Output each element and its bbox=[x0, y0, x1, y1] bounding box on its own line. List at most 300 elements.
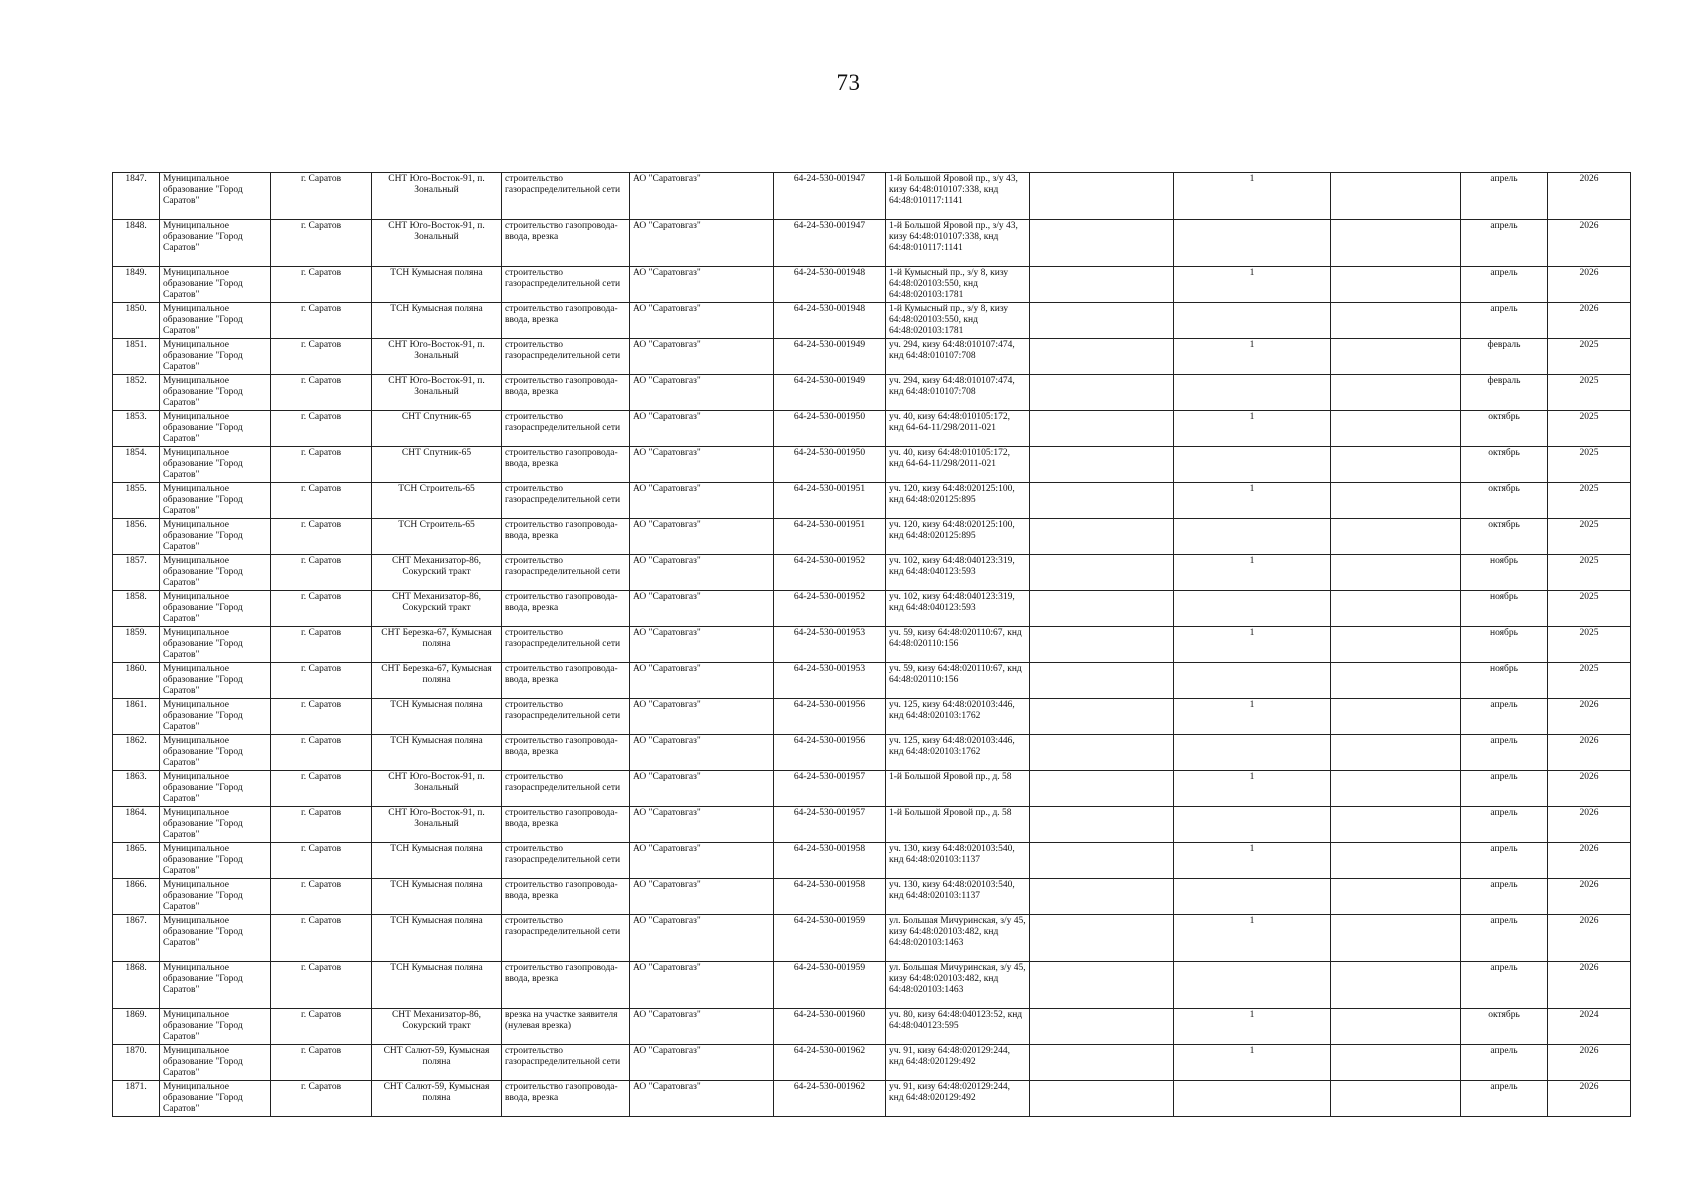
year-cell: 2025 bbox=[1548, 483, 1631, 519]
count-cell: 1 bbox=[1174, 173, 1331, 220]
registration-number-cell: 64-24-530-001962 bbox=[774, 1081, 886, 1117]
empty-cell bbox=[1331, 735, 1461, 771]
address-cell: уч. 120, кизу 64:48:020125:100, кнд 64:48:020125:895 bbox=[886, 519, 1030, 555]
table-row bbox=[113, 663, 1631, 699]
organization-cell: АО "Саратовгаз" bbox=[630, 771, 774, 807]
municipality-cell: Муниципальное образование "Город Саратов" bbox=[160, 1009, 271, 1045]
empty-cell bbox=[1331, 267, 1461, 303]
empty-cell bbox=[1030, 627, 1174, 663]
work-type-cell: строительство газораспределительной сети bbox=[502, 173, 630, 220]
empty-cell bbox=[1030, 663, 1174, 699]
count-cell bbox=[1174, 663, 1331, 699]
city-cell: г. Саратов bbox=[271, 1009, 372, 1045]
settlement-cell: ТСН Кумысная поляна bbox=[372, 843, 502, 879]
work-type-cell: строительство газораспределительной сети bbox=[502, 555, 630, 591]
table-row bbox=[113, 411, 1631, 447]
settlement-cell: ТСН Кумысная поляна bbox=[372, 879, 502, 915]
registration-number-cell: 64-24-530-001958 bbox=[774, 879, 886, 915]
work-type-cell: строительство газопровода-ввода, врезка bbox=[502, 519, 630, 555]
organization-cell: АО "Саратовгаз" bbox=[630, 627, 774, 663]
registration-number-cell: 64-24-530-001956 bbox=[774, 699, 886, 735]
municipality-cell: Муниципальное образование "Город Саратов" bbox=[160, 303, 271, 339]
city-cell: г. Саратов bbox=[271, 220, 372, 267]
row-number-cell: 1850. bbox=[113, 303, 160, 339]
city-cell: г. Саратов bbox=[271, 1045, 372, 1081]
city-cell: г. Саратов bbox=[271, 735, 372, 771]
empty-cell bbox=[1331, 1045, 1461, 1081]
table-row bbox=[113, 962, 1631, 1009]
count-cell: 1 bbox=[1174, 915, 1331, 962]
row-number-cell: 1867. bbox=[113, 915, 160, 962]
municipality-cell: Муниципальное образование "Город Саратов" bbox=[160, 339, 271, 375]
table-row bbox=[113, 1009, 1631, 1045]
organization-cell: АО "Саратовгаз" bbox=[630, 555, 774, 591]
table-row bbox=[113, 339, 1631, 375]
count-cell: 1 bbox=[1174, 1009, 1331, 1045]
settlement-cell: ТСН Кумысная поляна bbox=[372, 915, 502, 962]
table-row bbox=[113, 771, 1631, 807]
settlement-cell: СНТ Механизатор-86, Сокурский тракт bbox=[372, 591, 502, 627]
settlement-cell: СНТ Салют-59, Кумысная поляна bbox=[372, 1045, 502, 1081]
organization-cell: АО "Саратовгаз" bbox=[630, 1081, 774, 1117]
row-number-cell: 1851. bbox=[113, 339, 160, 375]
municipality-cell: Муниципальное образование "Город Саратов" bbox=[160, 807, 271, 843]
settlement-cell: СНТ Спутник-65 bbox=[372, 447, 502, 483]
organization-cell: АО "Саратовгаз" bbox=[630, 962, 774, 1009]
work-type-cell: строительство газопровода-ввода, врезка bbox=[502, 220, 630, 267]
row-number-cell: 1865. bbox=[113, 843, 160, 879]
empty-cell bbox=[1030, 962, 1174, 1009]
row-number-cell: 1855. bbox=[113, 483, 160, 519]
month-cell: апрель bbox=[1461, 1081, 1548, 1117]
address-cell: ул. Большая Мичуринская, з/у 45, кизу 64:48:020103:482, кнд 64:48:020103:1463 bbox=[886, 962, 1030, 1009]
month-cell: ноябрь bbox=[1461, 591, 1548, 627]
month-cell: апрель bbox=[1461, 220, 1548, 267]
table-row bbox=[113, 591, 1631, 627]
year-cell: 2026 bbox=[1548, 1045, 1631, 1081]
empty-cell bbox=[1030, 771, 1174, 807]
month-cell: апрель bbox=[1461, 879, 1548, 915]
municipality-cell: Муниципальное образование "Город Саратов" bbox=[160, 843, 271, 879]
month-cell: ноябрь bbox=[1461, 663, 1548, 699]
work-type-cell: строительство газопровода-ввода, врезка bbox=[502, 962, 630, 1009]
empty-cell bbox=[1030, 699, 1174, 735]
municipality-cell: Муниципальное образование "Город Саратов" bbox=[160, 411, 271, 447]
row-number-cell: 1868. bbox=[113, 962, 160, 1009]
empty-cell bbox=[1331, 220, 1461, 267]
registration-number-cell: 64-24-530-001959 bbox=[774, 962, 886, 1009]
city-cell: г. Саратов bbox=[271, 483, 372, 519]
organization-cell: АО "Саратовгаз" bbox=[630, 411, 774, 447]
empty-cell bbox=[1331, 339, 1461, 375]
organization-cell: АО "Саратовгаз" bbox=[630, 591, 774, 627]
registration-number-cell: 64-24-530-001956 bbox=[774, 735, 886, 771]
count-cell bbox=[1174, 220, 1331, 267]
organization-cell: АО "Саратовгаз" bbox=[630, 267, 774, 303]
row-number-cell: 1863. bbox=[113, 771, 160, 807]
year-cell: 2026 bbox=[1548, 915, 1631, 962]
organization-cell: АО "Саратовгаз" bbox=[630, 447, 774, 483]
empty-cell bbox=[1331, 962, 1461, 1009]
address-cell: уч. 102, кизу 64:48:040123:319, кнд 64:48:040123:593 bbox=[886, 555, 1030, 591]
month-cell: апрель bbox=[1461, 843, 1548, 879]
address-cell: 1-й Большой Яровой пр., д. 58 bbox=[886, 771, 1030, 807]
year-cell: 2025 bbox=[1548, 627, 1631, 663]
table-row bbox=[113, 843, 1631, 879]
table-row bbox=[113, 807, 1631, 843]
count-cell: 1 bbox=[1174, 627, 1331, 663]
empty-cell bbox=[1030, 807, 1174, 843]
year-cell: 2025 bbox=[1548, 375, 1631, 411]
registration-number-cell: 64-24-530-001949 bbox=[774, 339, 886, 375]
settlement-cell: ТСН Строитель-65 bbox=[372, 519, 502, 555]
city-cell: г. Саратов bbox=[271, 962, 372, 1009]
empty-cell bbox=[1331, 699, 1461, 735]
municipality-cell: Муниципальное образование "Город Саратов" bbox=[160, 1045, 271, 1081]
empty-cell bbox=[1030, 1081, 1174, 1117]
municipality-cell: Муниципальное образование "Город Саратов" bbox=[160, 879, 271, 915]
registration-number-cell: 64-24-530-001959 bbox=[774, 915, 886, 962]
address-cell: уч. 102, кизу 64:48:040123:319, кнд 64:48:040123:593 bbox=[886, 591, 1030, 627]
count-cell bbox=[1174, 1081, 1331, 1117]
city-cell: г. Саратов bbox=[271, 411, 372, 447]
work-type-cell: строительство газораспределительной сети bbox=[502, 771, 630, 807]
page-number: 73 bbox=[836, 70, 861, 95]
year-cell: 2026 bbox=[1548, 173, 1631, 220]
municipality-cell: Муниципальное образование "Город Саратов" bbox=[160, 771, 271, 807]
city-cell: г. Саратов bbox=[271, 267, 372, 303]
organization-cell: АО "Саратовгаз" bbox=[630, 519, 774, 555]
count-cell: 1 bbox=[1174, 771, 1331, 807]
settlement-cell: ТСН Кумысная поляна bbox=[372, 962, 502, 1009]
row-number-cell: 1856. bbox=[113, 519, 160, 555]
address-cell: 1-й Кумысный пр., з/у 8, кизу 64:48:020103:550, кнд 64:48:020103:1781 bbox=[886, 303, 1030, 339]
row-number-cell: 1859. bbox=[113, 627, 160, 663]
registration-number-cell: 64-24-530-001953 bbox=[774, 663, 886, 699]
address-cell: уч. 91, кизу 64:48:020129:244, кнд 64:48:020129:492 bbox=[886, 1081, 1030, 1117]
settlement-cell: СНТ Спутник-65 bbox=[372, 411, 502, 447]
count-cell: 1 bbox=[1174, 411, 1331, 447]
count-cell: 1 bbox=[1174, 267, 1331, 303]
address-cell: уч. 130, кизу 64:48:020103:540, кнд 64:48:020103:1137 bbox=[886, 879, 1030, 915]
empty-cell bbox=[1030, 843, 1174, 879]
table-row bbox=[113, 483, 1631, 519]
work-type-cell: строительство газопровода-ввода, врезка bbox=[502, 807, 630, 843]
row-number-cell: 1860. bbox=[113, 663, 160, 699]
table-row bbox=[113, 555, 1631, 591]
month-cell: октябрь bbox=[1461, 1009, 1548, 1045]
year-cell: 2025 bbox=[1548, 663, 1631, 699]
work-type-cell: строительство газопровода-ввода, врезка bbox=[502, 375, 630, 411]
month-cell: октябрь bbox=[1461, 483, 1548, 519]
address-cell: уч. 91, кизу 64:48:020129:244, кнд 64:48:020129:492 bbox=[886, 1045, 1030, 1081]
row-number-cell: 1852. bbox=[113, 375, 160, 411]
city-cell: г. Саратов bbox=[271, 447, 372, 483]
registration-number-cell: 64-24-530-001948 bbox=[774, 267, 886, 303]
empty-cell bbox=[1331, 375, 1461, 411]
table-row bbox=[113, 447, 1631, 483]
year-cell: 2026 bbox=[1548, 1081, 1631, 1117]
address-cell: 1-й Кумысный пр., з/у 8, кизу 64:48:020103:550, кнд 64:48:020103:1781 bbox=[886, 267, 1030, 303]
table-row bbox=[113, 519, 1631, 555]
registration-number-cell: 64-24-530-001952 bbox=[774, 591, 886, 627]
month-cell: февраль bbox=[1461, 375, 1548, 411]
year-cell: 2026 bbox=[1548, 843, 1631, 879]
municipality-cell: Муниципальное образование "Город Саратов" bbox=[160, 267, 271, 303]
organization-cell: АО "Саратовгаз" bbox=[630, 879, 774, 915]
empty-cell bbox=[1331, 843, 1461, 879]
address-cell: уч. 120, кизу 64:48:020125:100, кнд 64:48:020125:895 bbox=[886, 483, 1030, 519]
count-cell bbox=[1174, 519, 1331, 555]
settlement-cell: СНТ Юго-Восток-91, п. Зональный bbox=[372, 339, 502, 375]
work-type-cell: строительство газопровода-ввода, врезка bbox=[502, 879, 630, 915]
count-cell bbox=[1174, 807, 1331, 843]
municipality-cell: Муниципальное образование "Город Саратов" bbox=[160, 555, 271, 591]
year-cell: 2024 bbox=[1548, 1009, 1631, 1045]
empty-cell bbox=[1331, 483, 1461, 519]
count-cell: 1 bbox=[1174, 555, 1331, 591]
empty-cell bbox=[1030, 303, 1174, 339]
month-cell: апрель bbox=[1461, 303, 1548, 339]
city-cell: г. Саратов bbox=[271, 879, 372, 915]
city-cell: г. Саратов bbox=[271, 915, 372, 962]
registration-number-cell: 64-24-530-001958 bbox=[774, 843, 886, 879]
row-number-cell: 1866. bbox=[113, 879, 160, 915]
month-cell: октябрь bbox=[1461, 519, 1548, 555]
table-row bbox=[113, 699, 1631, 735]
registration-number-cell: 64-24-530-001951 bbox=[774, 519, 886, 555]
year-cell: 2026 bbox=[1548, 220, 1631, 267]
city-cell: г. Саратов bbox=[271, 771, 372, 807]
city-cell: г. Саратов bbox=[271, 663, 372, 699]
registration-number-cell: 64-24-530-001950 bbox=[774, 411, 886, 447]
table-row bbox=[113, 375, 1631, 411]
settlement-cell: СНТ Юго-Восток-91, п. Зональный bbox=[372, 220, 502, 267]
municipality-cell: Муниципальное образование "Город Саратов" bbox=[160, 173, 271, 220]
work-type-cell: строительство газораспределительной сети bbox=[502, 699, 630, 735]
year-cell: 2026 bbox=[1548, 267, 1631, 303]
year-cell: 2026 bbox=[1548, 735, 1631, 771]
empty-cell bbox=[1030, 591, 1174, 627]
empty-cell bbox=[1030, 483, 1174, 519]
gas-connection-register-table bbox=[112, 172, 1631, 1117]
municipality-cell: Муниципальное образование "Город Саратов" bbox=[160, 699, 271, 735]
work-type-cell: строительство газораспределительной сети bbox=[502, 339, 630, 375]
empty-cell bbox=[1030, 555, 1174, 591]
municipality-cell: Муниципальное образование "Город Саратов" bbox=[160, 1081, 271, 1117]
empty-cell bbox=[1030, 339, 1174, 375]
table-body bbox=[113, 173, 1631, 1117]
empty-cell bbox=[1331, 303, 1461, 339]
month-cell: апрель bbox=[1461, 915, 1548, 962]
work-type-cell: врезка на участке заявителя (нулевая врезка) bbox=[502, 1009, 630, 1045]
row-number-cell: 1869. bbox=[113, 1009, 160, 1045]
organization-cell: АО "Саратовгаз" bbox=[630, 699, 774, 735]
year-cell: 2025 bbox=[1548, 411, 1631, 447]
count-cell bbox=[1174, 447, 1331, 483]
table-row bbox=[113, 915, 1631, 962]
month-cell: октябрь bbox=[1461, 411, 1548, 447]
organization-cell: АО "Саратовгаз" bbox=[630, 663, 774, 699]
year-cell: 2025 bbox=[1548, 591, 1631, 627]
count-cell: 1 bbox=[1174, 1045, 1331, 1081]
count-cell bbox=[1174, 375, 1331, 411]
month-cell: февраль bbox=[1461, 339, 1548, 375]
municipality-cell: Муниципальное образование "Город Саратов" bbox=[160, 663, 271, 699]
address-cell: уч. 80, кизу 64:48:040123:52, кнд 64:48:040123:595 bbox=[886, 1009, 1030, 1045]
month-cell: апрель bbox=[1461, 771, 1548, 807]
month-cell: апрель bbox=[1461, 735, 1548, 771]
count-cell: 1 bbox=[1174, 843, 1331, 879]
work-type-cell: строительство газопровода-ввода, врезка bbox=[502, 1081, 630, 1117]
year-cell: 2025 bbox=[1548, 447, 1631, 483]
city-cell: г. Саратов bbox=[271, 339, 372, 375]
address-cell: уч. 40, кизу 64:48:010105:172, кнд 64-64-11/298/2011-021 bbox=[886, 447, 1030, 483]
year-cell: 2026 bbox=[1548, 771, 1631, 807]
settlement-cell: СНТ Юго-Восток-91, п. Зональный bbox=[372, 173, 502, 220]
settlement-cell: СНТ Березка-67, Кумысная поляна bbox=[372, 663, 502, 699]
city-cell: г. Саратов bbox=[271, 1081, 372, 1117]
empty-cell bbox=[1030, 447, 1174, 483]
municipality-cell: Муниципальное образование "Город Саратов" bbox=[160, 519, 271, 555]
registration-number-cell: 64-24-530-001949 bbox=[774, 375, 886, 411]
settlement-cell: СНТ Салют-59, Кумысная поляна bbox=[372, 1081, 502, 1117]
empty-cell bbox=[1030, 915, 1174, 962]
municipality-cell: Муниципальное образование "Город Саратов" bbox=[160, 375, 271, 411]
row-number-cell: 1864. bbox=[113, 807, 160, 843]
empty-cell bbox=[1331, 1009, 1461, 1045]
row-number-cell: 1862. bbox=[113, 735, 160, 771]
municipality-cell: Муниципальное образование "Город Саратов" bbox=[160, 915, 271, 962]
address-cell: 1-й Большой Яровой пр., з/у 43, кизу 64:48:010107:338, кнд 64:48:010117:1141 bbox=[886, 220, 1030, 267]
empty-cell bbox=[1331, 807, 1461, 843]
work-type-cell: строительство газопровода-ввода, врезка bbox=[502, 447, 630, 483]
organization-cell: АО "Саратовгаз" bbox=[630, 173, 774, 220]
settlement-cell: ТСН Кумысная поляна bbox=[372, 699, 502, 735]
address-cell: уч. 294, кизу 64:48:010107:474, кнд 64:48:010107:708 bbox=[886, 339, 1030, 375]
empty-cell bbox=[1331, 879, 1461, 915]
table-row bbox=[113, 879, 1631, 915]
address-cell: уч. 59, кизу 64:48:020110:67, кнд 64:48:020110:156 bbox=[886, 663, 1030, 699]
registration-number-cell: 64-24-530-001953 bbox=[774, 627, 886, 663]
count-cell bbox=[1174, 735, 1331, 771]
organization-cell: АО "Саратовгаз" bbox=[630, 807, 774, 843]
table-row bbox=[113, 220, 1631, 267]
empty-cell bbox=[1331, 555, 1461, 591]
organization-cell: АО "Саратовгаз" bbox=[630, 483, 774, 519]
row-number-cell: 1854. bbox=[113, 447, 160, 483]
address-cell: уч. 125, кизу 64:48:020103:446, кнд 64:48:020103:1762 bbox=[886, 735, 1030, 771]
address-cell: уч. 59, кизу 64:48:020110:67, кнд 64:48:020110:156 bbox=[886, 627, 1030, 663]
organization-cell: АО "Саратовгаз" bbox=[630, 735, 774, 771]
count-cell bbox=[1174, 962, 1331, 1009]
empty-cell bbox=[1030, 1045, 1174, 1081]
table-row bbox=[113, 173, 1631, 220]
row-number-cell: 1857. bbox=[113, 555, 160, 591]
empty-cell bbox=[1331, 447, 1461, 483]
month-cell: ноябрь bbox=[1461, 627, 1548, 663]
municipality-cell: Муниципальное образование "Город Саратов" bbox=[160, 220, 271, 267]
count-cell: 1 bbox=[1174, 483, 1331, 519]
row-number-cell: 1861. bbox=[113, 699, 160, 735]
count-cell: 1 bbox=[1174, 699, 1331, 735]
count-cell: 1 bbox=[1174, 339, 1331, 375]
city-cell: г. Саратов bbox=[271, 303, 372, 339]
city-cell: г. Саратов bbox=[271, 843, 372, 879]
empty-cell bbox=[1030, 375, 1174, 411]
address-cell: 1-й Большой Яровой пр., д. 58 bbox=[886, 807, 1030, 843]
year-cell: 2026 bbox=[1548, 807, 1631, 843]
municipality-cell: Муниципальное образование "Город Саратов" bbox=[160, 591, 271, 627]
organization-cell: АО "Саратовгаз" bbox=[630, 303, 774, 339]
work-type-cell: строительство газораспределительной сети bbox=[502, 843, 630, 879]
row-number-cell: 1847. bbox=[113, 173, 160, 220]
empty-cell bbox=[1030, 267, 1174, 303]
organization-cell: АО "Саратовгаз" bbox=[630, 220, 774, 267]
municipality-cell: Муниципальное образование "Город Саратов" bbox=[160, 627, 271, 663]
organization-cell: АО "Саратовгаз" bbox=[630, 915, 774, 962]
municipality-cell: Муниципальное образование "Город Саратов" bbox=[160, 962, 271, 1009]
settlement-cell: СНТ Юго-Восток-91, п. Зональный bbox=[372, 807, 502, 843]
work-type-cell: строительство газораспределительной сети bbox=[502, 411, 630, 447]
empty-cell bbox=[1331, 173, 1461, 220]
registration-number-cell: 64-24-530-001952 bbox=[774, 555, 886, 591]
work-type-cell: строительство газораспределительной сети bbox=[502, 627, 630, 663]
city-cell: г. Саратов bbox=[271, 555, 372, 591]
empty-cell bbox=[1331, 627, 1461, 663]
empty-cell bbox=[1030, 735, 1174, 771]
count-cell bbox=[1174, 591, 1331, 627]
empty-cell bbox=[1331, 771, 1461, 807]
registration-number-cell: 64-24-530-001947 bbox=[774, 173, 886, 220]
address-cell: уч. 125, кизу 64:48:020103:446, кнд 64:48:020103:1762 bbox=[886, 699, 1030, 735]
empty-cell bbox=[1030, 879, 1174, 915]
row-number-cell: 1858. bbox=[113, 591, 160, 627]
empty-cell bbox=[1331, 915, 1461, 962]
settlement-cell: СНТ Юго-Восток-91, п. Зональный bbox=[372, 375, 502, 411]
registration-number-cell: 64-24-530-001960 bbox=[774, 1009, 886, 1045]
month-cell: апрель bbox=[1461, 962, 1548, 1009]
organization-cell: АО "Саратовгаз" bbox=[630, 1009, 774, 1045]
work-type-cell: строительство газопровода-ввода, врезка bbox=[502, 663, 630, 699]
table-row bbox=[113, 267, 1631, 303]
settlement-cell: СНТ Механизатор-86, Сокурский тракт bbox=[372, 555, 502, 591]
address-cell: уч. 294, кизу 64:48:010107:474, кнд 64:48:010107:708 bbox=[886, 375, 1030, 411]
year-cell: 2026 bbox=[1548, 699, 1631, 735]
work-type-cell: строительство газопровода-ввода, врезка bbox=[502, 735, 630, 771]
month-cell: апрель bbox=[1461, 1045, 1548, 1081]
city-cell: г. Саратов bbox=[271, 375, 372, 411]
count-cell bbox=[1174, 303, 1331, 339]
registration-number-cell: 64-24-530-001951 bbox=[774, 483, 886, 519]
year-cell: 2026 bbox=[1548, 962, 1631, 1009]
municipality-cell: Муниципальное образование "Город Саратов" bbox=[160, 735, 271, 771]
empty-cell bbox=[1331, 411, 1461, 447]
settlement-cell: ТСН Кумысная поляна bbox=[372, 735, 502, 771]
organization-cell: АО "Саратовгаз" bbox=[630, 1045, 774, 1081]
address-cell: 1-й Большой Яровой пр., з/у 43, кизу 64:48:010107:338, кнд 64:48:010117:1141 bbox=[886, 173, 1030, 220]
row-number-cell: 1849. bbox=[113, 267, 160, 303]
settlement-cell: СНТ Березка-67, Кумысная поляна bbox=[372, 627, 502, 663]
empty-cell bbox=[1331, 663, 1461, 699]
year-cell: 2025 bbox=[1548, 555, 1631, 591]
address-cell: уч. 40, кизу 64:48:010105:172, кнд 64-64-11/298/2011-021 bbox=[886, 411, 1030, 447]
year-cell: 2026 bbox=[1548, 303, 1631, 339]
city-cell: г. Саратов bbox=[271, 627, 372, 663]
work-type-cell: строительство газопровода-ввода, врезка bbox=[502, 591, 630, 627]
table-row bbox=[113, 1045, 1631, 1081]
table-row bbox=[113, 627, 1631, 663]
